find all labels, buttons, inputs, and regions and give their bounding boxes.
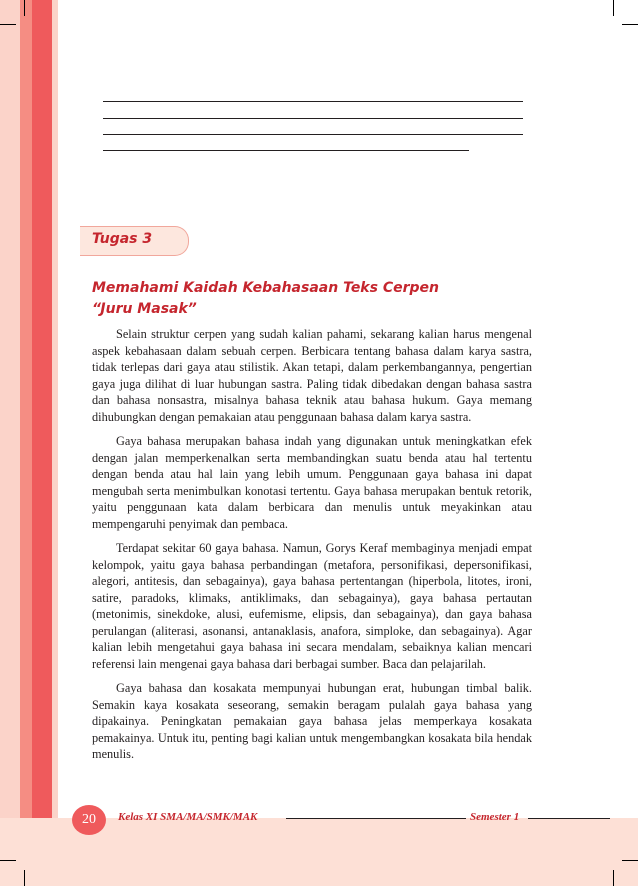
semester-label: Semester 1	[470, 811, 520, 823]
answer-line[interactable]	[103, 118, 523, 119]
crop-mark	[0, 860, 16, 861]
crop-mark	[24, 0, 25, 16]
page-number: 20	[72, 805, 106, 835]
section-heading-line1: Memahami Kaidah Kebahasaan Teks Cerpen	[92, 280, 439, 296]
crop-mark	[622, 860, 638, 861]
crop-mark	[0, 24, 16, 25]
book-title: Kelas XI SMA/MA/SMK/MAK	[118, 811, 258, 823]
decorative-stripe-dark	[32, 0, 52, 818]
answer-line[interactable]	[103, 101, 523, 102]
paragraph: Gaya bahasa merupakan bahasa indah yang digunakan untuk meningkatkan efek dengan jalan memperkenalkan serta membandingkan suatu benda atau hal tertentu dengan benda atau hal lain yang lebih umum. Penggunaan gaya bahasa ini dapat mengubah serta menimbulkan konotasi tertentu. Gaya bahasa merupakan bentuk retorik, yaitu penggunaan kata dalam berbicara dan menulis untuk meyakinkan atau mempengaruhi penyimak dan pembaca.	[92, 434, 532, 531]
crop-mark	[622, 24, 638, 25]
paragraph: Gaya bahasa dan kosakata mempunyai hubungan erat, hubungan timbal balik. Semakin kaya kosakata seseorang, semakin beragam pulalah gaya bahasa yang dipakainya. Peningkatan pemakaian gaya bahasa jelas memperkaya kosakata pemakainya. Untuk itu, penting bagi kalian untuk mengembangkan kosakata bila hendak menulis.	[92, 681, 532, 761]
footer-rule	[286, 818, 466, 819]
body-text	[92, 326, 532, 771]
crop-mark	[613, 0, 614, 16]
task-label: Tugas 3	[92, 231, 153, 247]
footer-rule	[528, 818, 610, 819]
crop-mark	[613, 870, 614, 886]
answer-line[interactable]	[103, 150, 469, 151]
section-heading-line2: “Juru Masak”	[92, 301, 197, 317]
answer-line[interactable]	[103, 134, 523, 135]
paragraph: Terdapat sekitar 60 gaya bahasa. Namun, Gorys Keraf membaginya menjadi empat kelompok, yaitu gaya bahasa perbandingan (metafora, personifikasi, depersonifikasi, alegori, antitesis, dan sebagainya), gaya bahasa pertentangan (hiperbola, litotes, ironi, satire, paradoks, klimaks, antiklimaks, dan sebagainya), gaya bahasa pertautan (metonimis, sinekdoke, alusi, eufemisme, elipsis, dan sebagainya), dan gaya bahasa perulangan (aliterasi, asonansi, antanaklasis, anafora, simploke, dan sebagainya). Agar kalian lebih mengetahui gaya bahasa ini secara mendalam, sebaiknya kalian mencari referensi lain mengenai gaya bahasa dari berbagai sumber. Baca dan pelajarilah.	[92, 541, 532, 671]
paragraph: Selain struktur cerpen yang sudah kalian pahami, sekarang kalian harus mengenal aspek kebahasaan dalam sebuah cerpen. Berbicara tentang bahasa dalam karya sastra, tidak terlepas dari gaya atau stilistik. Akan tetapi, dalam perkembangannya, pengertian gaya juga dilihat di luar hubungan sastra. Paling tidak dibedakan dengan bahasa sastra dan bahasa nonsastra, misalnya bahasa teknik atau bahasa hukum. Gaya memang dihubungkan dengan pemakaian atau penggunaan bahasa dalam karya sastra.	[92, 327, 532, 424]
crop-mark	[24, 870, 25, 886]
